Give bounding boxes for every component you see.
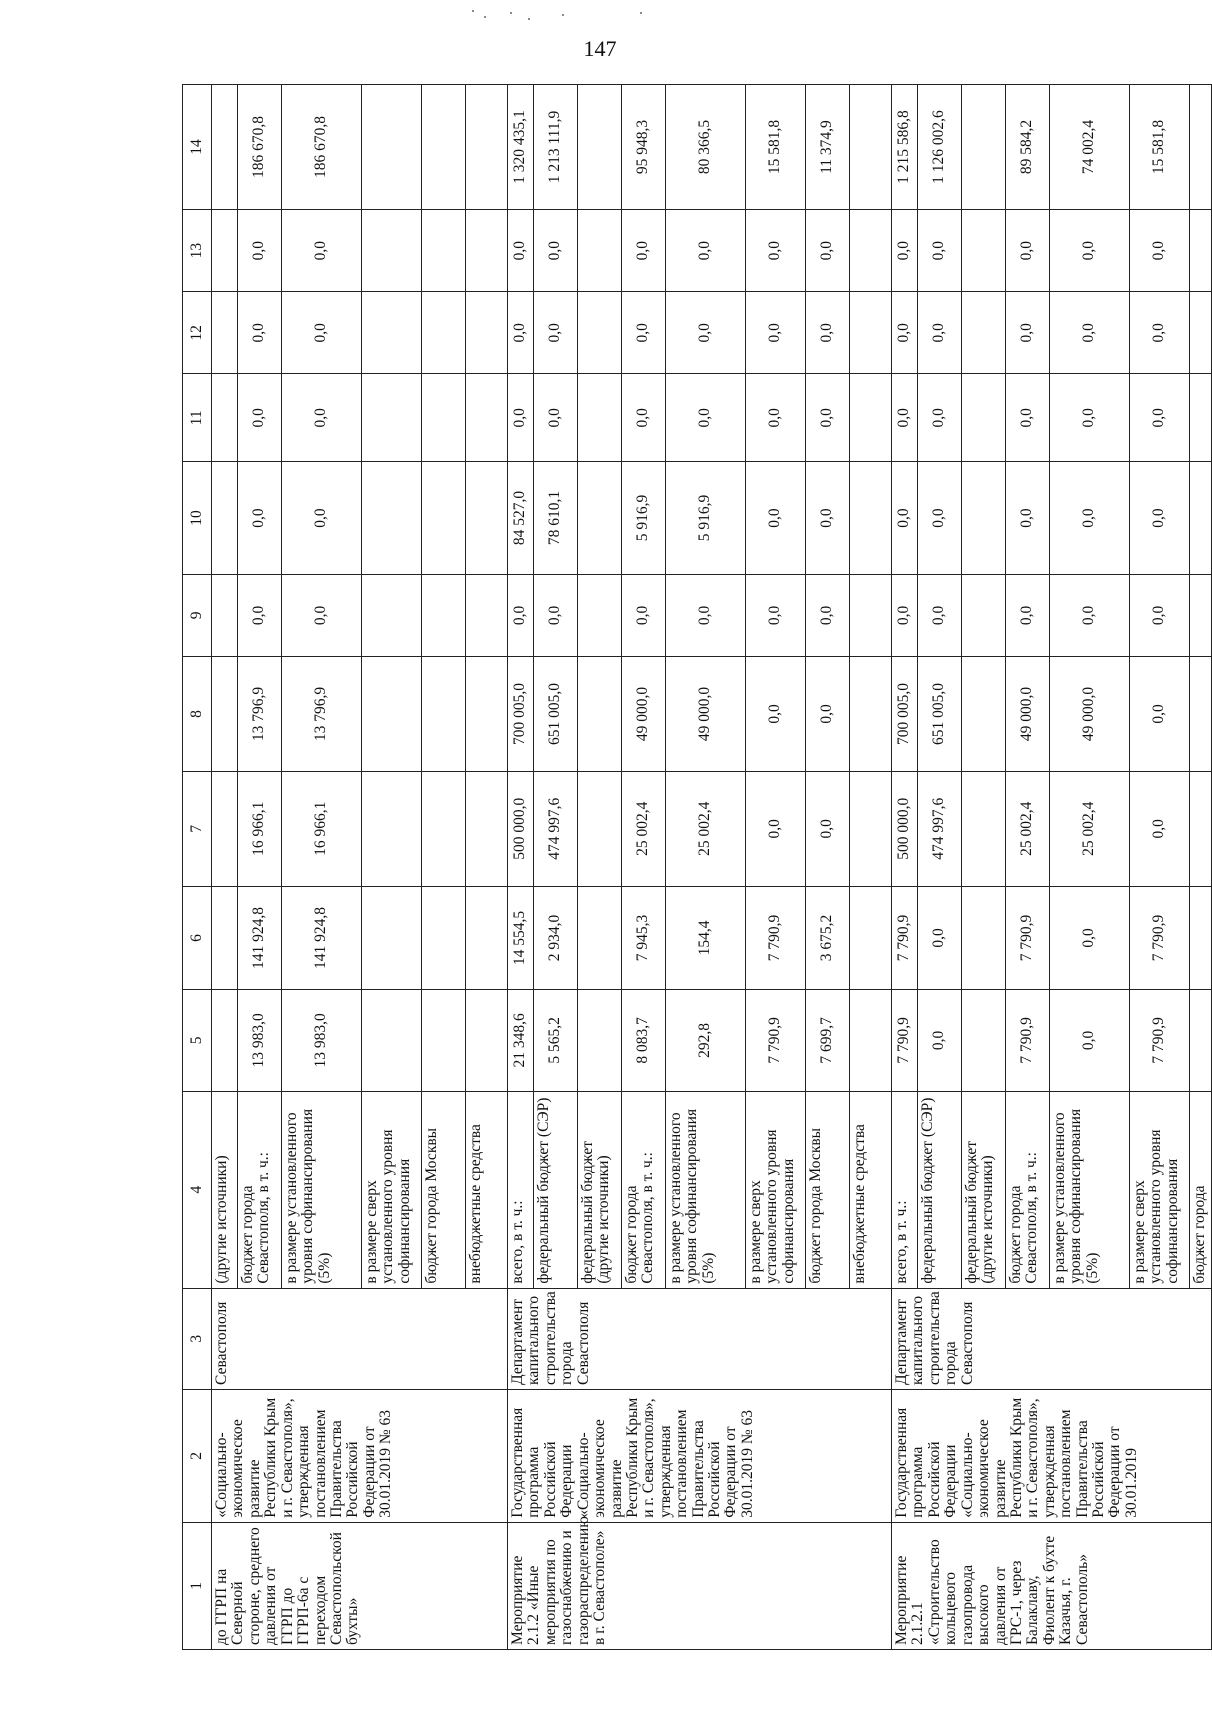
amount-cell	[962, 990, 1006, 1091]
amount-cell	[850, 292, 892, 374]
funding-source-cell: внебюджетные средства	[850, 1091, 892, 1288]
amount-cell: 292,8	[666, 990, 746, 1091]
column-header: 4	[183, 1091, 212, 1288]
activity-name-cell: до ГГРП на Северной стороне, среднего давления от ГГРП до ГГРП-6а с переходом Севастопольской бухты»	[212, 1522, 508, 1649]
funding-source-cell: в размере сверх установленного уровня софинансирования	[746, 1091, 806, 1288]
amount-cell	[578, 574, 622, 656]
amount-cell	[578, 771, 622, 886]
amount-cell	[422, 85, 466, 210]
amount-cell	[850, 657, 892, 772]
amount-cell: 0,0	[918, 574, 962, 656]
amount-cell: 0,0	[1130, 462, 1190, 575]
amount-cell	[422, 574, 466, 656]
amount-cell: 2 934,0	[534, 886, 578, 990]
funding-source-cell: в размере сверх установленного уровня софинансирования	[362, 1091, 422, 1288]
amount-cell: 0,0	[238, 462, 282, 575]
amount-cell: 141 924,8	[282, 886, 362, 990]
amount-cell	[578, 374, 622, 462]
amount-cell: 49 000,0	[622, 657, 666, 772]
amount-cell: 0,0	[1130, 292, 1190, 374]
amount-cell: 14 554,5	[508, 886, 534, 990]
amount-cell	[362, 886, 422, 990]
amount-cell	[362, 210, 422, 292]
funding-source-cell: бюджет города Москвы	[806, 1091, 850, 1288]
amount-cell: 0,0	[1006, 462, 1050, 575]
amount-cell: 0,0	[534, 292, 578, 374]
amount-cell: 0,0	[746, 574, 806, 656]
amount-cell: 5 916,9	[622, 462, 666, 575]
amount-cell	[1190, 462, 1212, 575]
amount-cell: 7 790,9	[746, 886, 806, 990]
amount-cell: 0,0	[1050, 374, 1130, 462]
amount-cell: 7 790,9	[1006, 990, 1050, 1091]
column-header: 14	[183, 85, 212, 210]
amount-cell: 0,0	[806, 574, 850, 656]
amount-cell: 700 005,0	[508, 657, 534, 772]
amount-cell: 0,0	[282, 462, 362, 575]
amount-cell: 49 000,0	[1006, 657, 1050, 772]
amount-cell: 0,0	[1006, 374, 1050, 462]
amount-cell	[578, 462, 622, 575]
amount-cell	[1190, 771, 1212, 886]
amount-cell: 0,0	[534, 574, 578, 656]
amount-cell	[212, 210, 238, 292]
amount-cell	[1190, 574, 1212, 656]
amount-cell	[962, 292, 1006, 374]
amount-cell: 141 924,8	[238, 886, 282, 990]
amount-cell: 5 916,9	[666, 462, 746, 575]
table-header-row	[183, 85, 212, 1650]
funding-source-cell: (другие источники)	[212, 1091, 238, 1288]
funding-source-cell: федеральный бюджет (СЭР)	[534, 1091, 578, 1288]
amount-cell: 15 581,8	[1130, 85, 1190, 210]
amount-cell	[422, 657, 466, 772]
amount-cell	[1190, 990, 1212, 1091]
column-header: 1	[183, 1522, 212, 1649]
amount-cell: 0,0	[622, 574, 666, 656]
amount-cell: 0,0	[892, 374, 918, 462]
amount-cell: 0,0	[1130, 771, 1190, 886]
amount-cell: 0,0	[918, 292, 962, 374]
amount-cell: 49 000,0	[1050, 657, 1130, 772]
amount-cell: 0,0	[282, 574, 362, 656]
table-row	[892, 85, 918, 1650]
amount-cell: 11 374,9	[806, 85, 850, 210]
amount-cell	[578, 210, 622, 292]
amount-cell: 78 610,1	[534, 462, 578, 575]
amount-cell: 84 527,0	[508, 462, 534, 575]
amount-cell: 80 366,5	[666, 85, 746, 210]
funding-source-cell: бюджет города Севастополя, в т. ч.:	[1006, 1091, 1050, 1288]
amount-cell: 0,0	[806, 210, 850, 292]
amount-cell	[962, 574, 1006, 656]
column-header: 6	[183, 886, 212, 990]
funding-source-cell: бюджет города Севастополя, в т. ч.:	[622, 1091, 666, 1288]
amount-cell: 0,0	[534, 210, 578, 292]
amount-cell	[466, 374, 508, 462]
funding-source-cell: бюджет города Севастополя, в т. ч.:	[238, 1091, 282, 1288]
column-header: 5	[183, 990, 212, 1091]
amount-cell	[578, 657, 622, 772]
funding-source-cell: федеральный бюджет (другие источники)	[962, 1091, 1006, 1288]
funding-source-cell: бюджет города	[1190, 1091, 1212, 1288]
amount-cell	[578, 990, 622, 1091]
amount-cell: 186 670,8	[282, 85, 362, 210]
amount-cell: 0,0	[892, 462, 918, 575]
amount-cell	[962, 657, 1006, 772]
amount-cell	[850, 990, 892, 1091]
program-cell: Государственная программа Российской Федерации «Социально-экономическое развитие Республики Крым и г. Севастополя», утвержденная постановлением Правительства Российской Федерации от 30.01.2019 № 63	[508, 1389, 892, 1522]
amount-cell: 0,0	[746, 292, 806, 374]
amount-cell: 0,0	[508, 210, 534, 292]
page-number: 147	[583, 36, 617, 61]
amount-cell: 186 670,8	[238, 85, 282, 210]
amount-cell	[962, 210, 1006, 292]
amount-cell: 13 796,9	[238, 657, 282, 772]
activity-name-cell: Мероприятие 2.1.2 «Иные мероприятия по газоснабжению и газораспределению в г. Севастополе»	[508, 1522, 892, 1649]
budget-table	[182, 84, 1212, 1650]
amount-cell: 0,0	[1050, 462, 1130, 575]
amount-cell: 0,0	[806, 657, 850, 772]
amount-cell	[466, 210, 508, 292]
amount-cell: 500 000,0	[892, 771, 918, 886]
amount-cell: 0,0	[508, 574, 534, 656]
amount-cell: 0,0	[238, 210, 282, 292]
column-header: 9	[183, 574, 212, 656]
amount-cell: 0,0	[892, 210, 918, 292]
amount-cell	[962, 85, 1006, 210]
amount-cell: 0,0	[238, 574, 282, 656]
executor-cell: Департамент капитального строительства города Севастополя	[892, 1288, 1212, 1389]
amount-cell	[362, 657, 422, 772]
amount-cell: 0,0	[1130, 374, 1190, 462]
amount-cell: 1 320 435,1	[508, 85, 534, 210]
amount-cell	[578, 886, 622, 990]
amount-cell	[962, 462, 1006, 575]
amount-cell: 49 000,0	[666, 657, 746, 772]
amount-cell	[850, 886, 892, 990]
amount-cell	[212, 462, 238, 575]
amount-cell	[466, 462, 508, 575]
amount-cell	[362, 574, 422, 656]
amount-cell: 0,0	[1050, 886, 1130, 990]
amount-cell	[362, 85, 422, 210]
amount-cell: 7 790,9	[1130, 886, 1190, 990]
table-body	[212, 85, 1212, 1650]
amount-cell: 8 083,7	[622, 990, 666, 1091]
amount-cell	[1190, 886, 1212, 990]
amount-cell	[962, 771, 1006, 886]
amount-cell	[466, 292, 508, 374]
amount-cell: 16 966,1	[282, 771, 362, 886]
amount-cell: 0,0	[746, 210, 806, 292]
amount-cell	[850, 462, 892, 575]
amount-cell: 1 213 111,9	[534, 85, 578, 210]
program-cell: «Социально-экономическое развитие Республики Крым и г. Севастополя», утвержденная постановлением Правительства Российской Федерации от 30.01.2019 № 63	[212, 1389, 508, 1522]
amount-cell	[212, 886, 238, 990]
amount-cell: 7 699,7	[806, 990, 850, 1091]
funding-source-cell: внебюджетные средства	[466, 1091, 508, 1288]
amount-cell	[466, 990, 508, 1091]
amount-cell: 13 983,0	[238, 990, 282, 1091]
amount-cell: 25 002,4	[622, 771, 666, 886]
amount-cell: 0,0	[1050, 574, 1130, 656]
amount-cell: 7 790,9	[892, 990, 918, 1091]
amount-cell: 74 002,4	[1050, 85, 1130, 210]
amount-cell	[212, 657, 238, 772]
amount-cell	[212, 85, 238, 210]
amount-cell	[212, 771, 238, 886]
amount-cell: 0,0	[282, 210, 362, 292]
amount-cell	[362, 462, 422, 575]
amount-cell: 474 997,6	[534, 771, 578, 886]
amount-cell: 0,0	[806, 292, 850, 374]
executor-cell: Севастополя	[212, 1288, 508, 1389]
amount-cell: 25 002,4	[666, 771, 746, 886]
amount-cell	[1190, 292, 1212, 374]
amount-cell: 0,0	[508, 292, 534, 374]
amount-cell: 16 966,1	[238, 771, 282, 886]
amount-cell: 0,0	[508, 374, 534, 462]
funding-source-cell: федеральный бюджет (другие источники)	[578, 1091, 622, 1288]
amount-cell: 3 675,2	[806, 886, 850, 990]
amount-cell	[962, 374, 1006, 462]
amount-cell: 0,0	[892, 292, 918, 374]
amount-cell	[362, 990, 422, 1091]
amount-cell: 0,0	[918, 886, 962, 990]
amount-cell	[422, 462, 466, 575]
amount-cell	[422, 990, 466, 1091]
amount-cell	[1190, 85, 1212, 210]
amount-cell: 0,0	[1050, 210, 1130, 292]
amount-cell: 13 796,9	[282, 657, 362, 772]
column-header: 12	[183, 292, 212, 374]
amount-cell: 651 005,0	[918, 657, 962, 772]
column-header: 8	[183, 657, 212, 772]
amount-cell: 0,0	[282, 374, 362, 462]
rotated-table-container	[182, 84, 1208, 1650]
funding-source-cell: в размере установленного уровня софинансирования (5%)	[282, 1091, 362, 1288]
executor-cell: Департамент капитального строительства города Севастополя	[508, 1288, 892, 1389]
column-header: 3	[183, 1288, 212, 1389]
amount-cell: 0,0	[1130, 210, 1190, 292]
amount-cell	[466, 886, 508, 990]
amount-cell: 0,0	[282, 292, 362, 374]
amount-cell: 25 002,4	[1006, 771, 1050, 886]
funding-source-cell: в размере установленного уровня софинансирования (5%)	[666, 1091, 746, 1288]
amount-cell: 0,0	[622, 210, 666, 292]
amount-cell	[466, 574, 508, 656]
amount-cell: 0,0	[918, 210, 962, 292]
amount-cell	[362, 292, 422, 374]
amount-cell	[850, 374, 892, 462]
amount-cell: 0,0	[918, 374, 962, 462]
amount-cell	[212, 374, 238, 462]
table-row	[508, 85, 534, 1650]
amount-cell	[578, 292, 622, 374]
amount-cell: 0,0	[666, 574, 746, 656]
amount-cell	[1190, 210, 1212, 292]
amount-cell: 0,0	[666, 374, 746, 462]
amount-cell: 0,0	[534, 374, 578, 462]
amount-cell: 651 005,0	[534, 657, 578, 772]
amount-cell: 0,0	[892, 574, 918, 656]
scan-specks	[470, 4, 710, 28]
amount-cell	[362, 771, 422, 886]
amount-cell: 0,0	[918, 462, 962, 575]
amount-cell	[578, 85, 622, 210]
amount-cell: 7 790,9	[1130, 990, 1190, 1091]
amount-cell	[466, 771, 508, 886]
funding-source-cell: бюджет города Москвы	[422, 1091, 466, 1288]
amount-cell: 0,0	[666, 292, 746, 374]
amount-cell: 7 790,9	[892, 886, 918, 990]
amount-cell: 0,0	[1130, 574, 1190, 656]
amount-cell	[422, 374, 466, 462]
column-header: 13	[183, 210, 212, 292]
amount-cell: 25 002,4	[1050, 771, 1130, 886]
amount-cell	[850, 771, 892, 886]
amount-cell: 21 348,6	[508, 990, 534, 1091]
amount-cell: 154,4	[666, 886, 746, 990]
amount-cell: 1 126 002,6	[918, 85, 962, 210]
amount-cell	[466, 657, 508, 772]
amount-cell	[422, 292, 466, 374]
amount-cell: 15 581,8	[746, 85, 806, 210]
table-row	[212, 85, 238, 1650]
amount-cell: 0,0	[1006, 292, 1050, 374]
program-cell: Государственная программа Российской Федерации «Социально-экономическое развитие Республики Крым и г. Севастополя», утвержденная постановлением Правительства Российской Федерации от 30.01.2019	[892, 1389, 1212, 1522]
amount-cell: 0,0	[238, 374, 282, 462]
amount-cell: 0,0	[746, 374, 806, 462]
amount-cell: 0,0	[806, 462, 850, 575]
amount-cell: 0,0	[666, 210, 746, 292]
amount-cell: 0,0	[622, 292, 666, 374]
amount-cell	[1190, 374, 1212, 462]
funding-source-cell: в размере сверх установленного уровня софинансирования	[1130, 1091, 1190, 1288]
amount-cell: 7 945,3	[622, 886, 666, 990]
activity-name-cell: Мероприятие 2.1.2.1 «Строительство кольцевого газопровода высокого давления от ГРС-1, через Балаклаву, Фиолент к бухте Казачья, г. Севастополь»	[892, 1522, 1212, 1649]
amount-cell: 95 948,3	[622, 85, 666, 210]
amount-cell: 7 790,9	[1006, 886, 1050, 990]
amount-cell: 1 215 586,8	[892, 85, 918, 210]
amount-cell: 0,0	[806, 374, 850, 462]
amount-cell: 0,0	[1006, 210, 1050, 292]
amount-cell: 0,0	[746, 771, 806, 886]
amount-cell: 0,0	[1006, 574, 1050, 656]
amount-cell	[422, 886, 466, 990]
amount-cell: 0,0	[746, 657, 806, 772]
amount-cell: 0,0	[806, 771, 850, 886]
funding-source-cell: федеральный бюджет (СЭР)	[918, 1091, 962, 1288]
column-header: 2	[183, 1389, 212, 1522]
amount-cell	[850, 574, 892, 656]
amount-cell: 89 584,2	[1006, 85, 1050, 210]
funding-source-cell: в размере установленного уровня софинансирования (5%)	[1050, 1091, 1130, 1288]
funding-source-cell: всего, в т. ч.:	[892, 1091, 918, 1288]
amount-cell: 0,0	[238, 292, 282, 374]
amount-cell: 500 000,0	[508, 771, 534, 886]
amount-cell: 13 983,0	[282, 990, 362, 1091]
amount-cell	[1190, 657, 1212, 772]
amount-cell	[212, 292, 238, 374]
amount-cell: 7 790,9	[746, 990, 806, 1091]
amount-cell: 0,0	[1130, 657, 1190, 772]
amount-cell	[466, 85, 508, 210]
amount-cell: 0,0	[622, 374, 666, 462]
amount-cell	[362, 374, 422, 462]
amount-cell: 0,0	[746, 462, 806, 575]
column-header: 11	[183, 374, 212, 462]
amount-cell: 474 997,6	[918, 771, 962, 886]
column-header: 10	[183, 462, 212, 575]
column-header: 7	[183, 771, 212, 886]
amount-cell	[422, 771, 466, 886]
amount-cell	[850, 85, 892, 210]
amount-cell	[850, 210, 892, 292]
amount-cell: 5 565,2	[534, 990, 578, 1091]
amount-cell: 0,0	[1050, 292, 1130, 374]
amount-cell	[422, 210, 466, 292]
amount-cell	[212, 990, 238, 1091]
amount-cell: 700 005,0	[892, 657, 918, 772]
amount-cell: 0,0	[918, 990, 962, 1091]
amount-cell	[962, 886, 1006, 990]
amount-cell	[212, 574, 238, 656]
funding-source-cell: всего, в т. ч.:	[508, 1091, 534, 1288]
amount-cell: 0,0	[1050, 990, 1130, 1091]
